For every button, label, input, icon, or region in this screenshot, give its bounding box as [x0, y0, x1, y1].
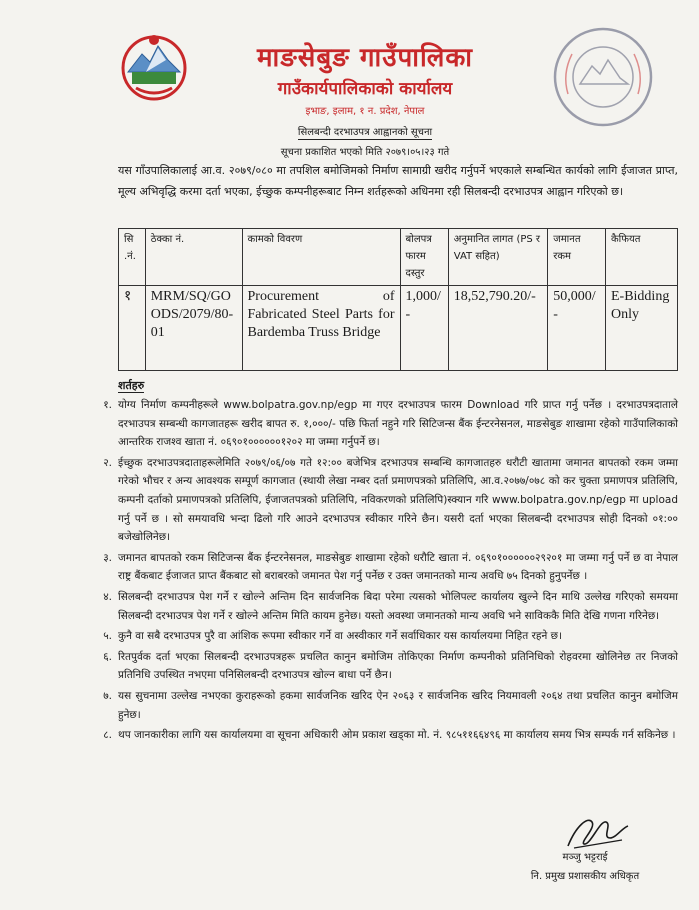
cell-estimated-cost: 18,52,790.20/-	[448, 286, 548, 371]
condition-item	[84, 588, 678, 625]
condition-number: ८.	[103, 729, 112, 742]
signer-name: मञ्जु भट्टराई	[562, 852, 608, 863]
condition-number: ५.	[103, 630, 112, 643]
condition-number: १.	[103, 399, 112, 411]
condition-text: कुनै वा सबै दरभाउपत्र पुरै वा आंशिक रूपमा स्वीकार गर्ने वा अस्वीकार गर्ने सर्वाधिकार यस कार्यालयमा निहित रहने छ।	[118, 630, 562, 643]
office-name: गाउँकार्यपालिकाको कार्यालय	[277, 79, 453, 99]
header-contract-no: ठेक्का नं.	[145, 229, 242, 286]
intro-paragraph: यस गाँउपालिकालाई आ.व. २०७९/०८० मा तपशिल बमोजिमको निर्माण सामाग्री खरीद गर्नुपर्ने भएकाले सम्बन्धित कार्यको लागि ईजाजत प्राप्त, मूल्य अभिवृद्धि करमा दर्ता भएका, ईच्छुक कम्पनीहरूबाट निम्न शर्तहरूको अधिनमा रही सिलबन्दी दरभाउपत्र आह्वान गरिएको छ।	[118, 164, 678, 198]
cell-contract-no: MRM/SQ/GOODS/2079/80-01	[145, 286, 242, 371]
table-row	[119, 286, 678, 371]
condition-item	[84, 454, 678, 547]
condition-item	[84, 549, 678, 586]
condition-text: योग्य निर्माण कम्पनीहरूले www.bolpatra.gov.np/egp मा गएर दरभाउपत्र फारम Download गरि प्राप्त गर्नु पर्नेछ । दरभाउपत्रदाताले दरभाउपत्र सम्बन्धी कागजातहरू खरीद बापत रु. १,०००/- पछि फिर्ता नहुने गरि सिटिजन्स बैंक ईन्टरनेसनल, माङसेबुङ शाखामा रहेको गाउँपालिकाको आन्तरिक राजश्व खाता नं. ०६९०१००००००१२०२ मा जम्मा गर्नुपर्ने छ।	[118, 399, 678, 449]
nepal-emblem-icon	[118, 30, 190, 102]
header-form-fee: बोलपत्र फारम दस्तुर	[400, 229, 448, 286]
header-bid-security: जमानत रकम	[548, 229, 606, 286]
office-address: इभाङ, इलाम, १ न. प्रदेश, नेपाल	[305, 106, 425, 117]
cell-bid-security: 50,000/-	[548, 286, 606, 371]
municipality-name: माङसेबुङ गाउँपालिका	[256, 43, 474, 73]
condition-number: २.	[103, 456, 112, 469]
notice-title-text: सिलबन्दी दरभाउपत्र आह्वानको सूचना	[297, 127, 433, 138]
header-remarks: कैफियत	[605, 229, 677, 286]
condition-text: यस सुचनामा उल्लेख नभएका कुराहरूको हकमा सार्वजनिक खरिद ऐन २०६३ र सार्वजनिक खरिद नियमावली २०६४ तथा प्रचलित कानुन बमोजिम हुनेछ।	[118, 689, 678, 721]
condition-number: ७.	[103, 689, 112, 702]
condition-text: सिलबन्दी दरभाउपत्र पेश गर्ने र खोल्ने अन्तिम दिन सार्वजनिक बिदा परेमा त्यसको भोलिपल्ट कार्यालय खुल्ने दिन माथि उल्लेख गरिएको समयमा सिलबन्दी दरभाउपत्र पेश गर्ने र खोल्ने अन्तिम मिति कायम हुनेछ। यस्तो अवस्था जमानतको मान्य अवधि भने साविककै मिति देखि गणना गरिनेछ।	[118, 590, 678, 622]
cell-remarks: E-Bidding Only	[605, 286, 677, 371]
cell-work-description: Procurement of Fabricated Steel Parts for Bardemba Truss Bridge	[242, 286, 400, 371]
header-work-description: कामको विवरण	[242, 229, 400, 286]
conditions-title	[118, 378, 144, 393]
tender-table	[118, 228, 678, 371]
signer-title: नि. प्रमुख प्रशासकीय अधिकृत	[530, 871, 640, 882]
condition-item	[84, 687, 678, 724]
cell-serial: १	[119, 286, 146, 371]
conditions-list	[84, 396, 678, 747]
condition-item	[84, 726, 678, 745]
condition-text: रितपुर्वक दर्ता भएका सिलबन्दी दरभाउपत्रहरू प्रचलित कानुन बमोजिम तोकिएका निर्माण कम्पनीको प्रतिनिधिको रोहवरमा खोलिनेछ तर निजको प्रतिनिधि उपस्थित नभएमा पनिसिलबन्दी दरभाउपत्र खोल्न बाधा पर्ने छैन।	[118, 650, 678, 682]
cell-form-fee: 1,000/-	[400, 286, 448, 371]
condition-number: ६.	[103, 650, 112, 663]
condition-number: ४.	[103, 590, 112, 603]
condition-item	[84, 627, 678, 646]
header-serial: सि .नं.	[119, 229, 146, 286]
condition-text: जमानत बापतको रकम सिटिजन्स बैंक ईन्टरनेसनल, माङसेबुङ शाखामा रहेको धरौटि खाता नं. ०६९०१००००००२९२०१ मा जम्मा गर्नु पर्ने छ वा नेपाल राष्ट्र बैंकबाट ईजाजत प्राप्त बैंकबाट सो बराबरको जमानत पेश गर्नु पर्नेछ र उक्त जमानतको मान्य अवधि ७५ दिनको हुनुपर्नेछ ।	[118, 551, 678, 583]
table-header-row	[119, 229, 678, 286]
condition-item	[84, 648, 678, 685]
condition-number: ३.	[103, 551, 112, 564]
publication-date: सूचना प्रकाशित भएको मिति २०७९।०५।२३ गते	[280, 147, 450, 158]
header-estimated-cost: अनुमानित लागत (PS र VAT सहित)	[448, 229, 548, 286]
condition-text: ईच्छुक दरभाउपत्रदाताहरूलेमिति २०७९/०६/०७ गते १२:०० बजेभित्र दरभाउपत्र सम्बन्धि कागजातहरु धरौटी खातामा जमानत बापतको रकम जम्मा गरेको भौचर र अन्य आवश्यक सम्पूर्ण कागजात (स्थायी लेखा नम्बर दर्ता प्रमाणपत्रको प्रतिलिपि, आ.व.२०७७/०७८ को कर चुक्ता प्रमाणपत्र प्रतिलिपि, कम्पनी दर्ताको प्रमाणपत्रको प्रतिलिपि, ईजाजतपत्रको प्रतिलिपि, नविकरणको प्रतिलिपि)स्क्यान गरि www.bolpatra.gov.np/egp मा upload गर्नु पर्ने छ । सो समयावधि भन्दा ढिलो गरि आउने दरभाउपत्र स्वीकार गरिने छैन। यसरी दर्ता भएका सिलबन्दी दरभाउपत्र सोही दिनको ०१:०० बजेखोलिनेछ।	[118, 456, 678, 544]
conditions-title-text: शर्तहरु	[118, 379, 145, 392]
office-seal-icon	[548, 22, 658, 132]
condition-item	[84, 396, 678, 452]
condition-text: थप जानकारीका लागि यस कार्यालयमा वा सूचना अधिकारी ओम प्रकाश खड्का मो. नं. ९८५११६६४९६ मा कार्यालय समय भित्र सम्पर्क गर्न सकिनेछ ।	[118, 729, 676, 742]
notice-title	[200, 124, 530, 138]
